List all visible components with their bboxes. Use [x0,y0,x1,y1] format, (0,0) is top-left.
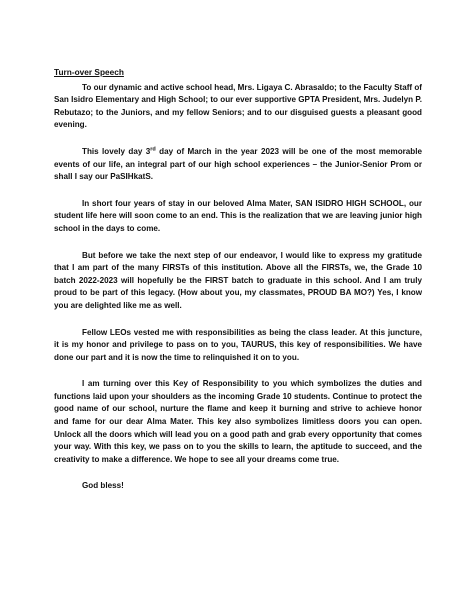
paragraph-prom-date-after: day of March in the year 2023 will be one of the most memorable events of our life, an integral part of our high school experiences – the Junior-Senior Prom or shall I say our PaSIHkatS. [54,146,423,182]
speech-document [54,66,422,493]
paragraph-alma-mater: In short four years of stay in our beloved Alma Mater, SAN ISIDRO HIGH SCHOOL, our student life here will soon come to an end. This is the realization that we are leaving junior high school in the days to come. [54,198,422,233]
closing-line: God bless! [82,481,124,491]
ordinal-superscript: rd [150,146,156,153]
paragraph-key-of-responsibility: I am turning over this Key of Responsibility to you which symbolizes the duties and functions laid upon your shoulders as the incoming Grade 10 students. Continue to protect the good name of our school, nurture the flame and keep it burning and strive to achieve honor and fame for our dear Alma Mater. This key also symbolizes limitless doors you can open. Unlock all the doors which will lead you on a good path and grab every opportunity that comes your way. With this key, we pass on to you the skills to learn, the aptitude to succeed, and the creativity to make a difference. We hope to see all your dreams come true. [54,379,422,464]
paragraph-prom-date [54,146,422,184]
paragraph-prom-date-before: This lovely day 3 [82,146,151,156]
paragraph-class-leader: Fellow LEOs vested me with responsibilities as being the class leader. At this juncture, it is my honor and privilege to pass on to you, TAURUS, this key of responsibilities. We have done our part and it is now the time to relinquished it on to you. [54,327,422,362]
paragraph-gratitude: But before we take the next step of our endeavor, I would like to express my gratitude that I am part of the many FIRSTs of this institution. Above all the FIRSTs, we, the Grade 10 batch 2022-2023 will hopefully be the FIRST batch to graduate in this school. And I am truly proud to be part of this legacy. (How about you, my classmates, PROUD BA MO?) Yes, I know you are delighted like me as well. [54,250,422,310]
document-title: Turn-over Speech [54,67,124,77]
paragraph-greeting: To our dynamic and active school head, Mrs. Ligaya C. Abrasaldo; to the Faculty Staff of San Isidro Elementary and High School; to our ever supportive GPTA President, Mrs. Judelyn P. Rebutazo; to the Juniors, and my fellow Seniors; and to our disguised guests a pleasant good evening. [54,82,422,130]
